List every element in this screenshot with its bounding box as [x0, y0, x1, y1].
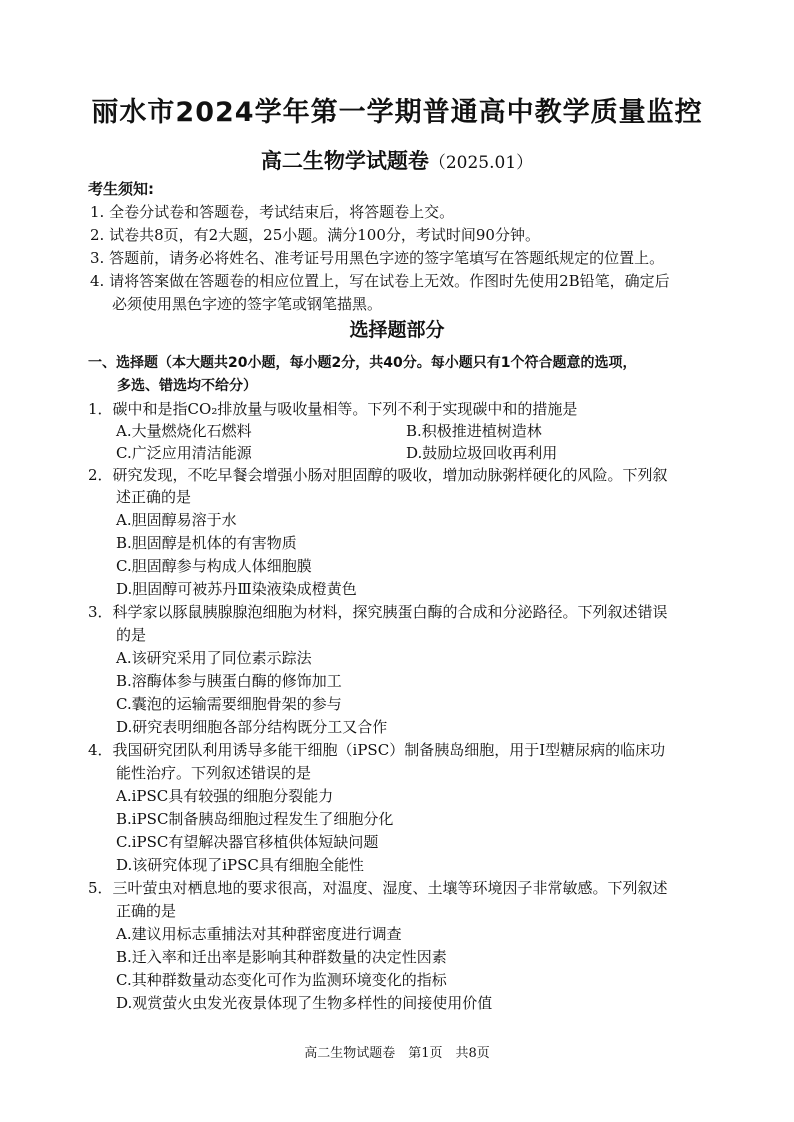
question-3-option-c: C.囊泡的运输需要细胞骨架的参与 — [116, 695, 342, 713]
question-3-stem-cont: 的是 — [116, 626, 147, 644]
question-1-option-d: D.鼓励垃圾回收再利用 — [406, 444, 558, 462]
notice-item: 4. 请将答案做在答题卷的相应位置上，写在试卷上无效。作图时先使用2B铅笔，确定后 — [90, 272, 670, 290]
question-2-option-d: D.胆固醇可被苏丹Ⅲ染液染成橙黄色 — [116, 580, 357, 598]
exam-subtitle — [0, 145, 794, 175]
subject-name: 高二生物学试题卷 — [260, 149, 429, 173]
question-4-option-a: A.iPSC具有较强的细胞分裂能力 — [116, 787, 334, 805]
page-footer: 高二生物试题卷 第1页 共8页 — [304, 1046, 490, 1061]
question-4-stem-cont: 能性治疗。下列叙述错误的是 — [116, 764, 312, 782]
question-4-option-c: C.iPSC有望解决器官移植供体短缺问题 — [116, 833, 379, 851]
section-instruction: 多选、错选均不给分） — [117, 378, 257, 394]
question-2-stem: 2．研究发现，不吃早餐会增强小肠对胆固醇的吸收，增加动脉粥样硬化的风险。下列叙 — [88, 466, 668, 484]
question-2-option-a: A.胆固醇易溶于水 — [116, 511, 237, 529]
question-2-option-b: B.胆固醇是机体的有害物质 — [116, 534, 297, 552]
notice-item: 1. 全卷分试卷和答题卷，考试结束后，将答题卷上交。 — [90, 203, 455, 221]
question-5-option-d: D.观赏萤火虫发光夜景体现了生物多样性的间接使用价值 — [116, 994, 493, 1012]
notice-item: 3. 答题前，请务必将姓名、准考证号用黑色字迹的签字笔填写在答题纸规定的位置上。 — [90, 249, 665, 267]
question-2-option-c: C.胆固醇参与构成人体细胞膜 — [116, 557, 312, 575]
question-5-stem: 5．三叶萤虫对栖息地的要求很高，对温度、湿度、土壤等环境因子非常敏感。下列叙述 — [88, 879, 668, 897]
section-title: 选择题部分 — [349, 319, 445, 341]
question-4-option-b: B.iPSC制备胰岛细胞过程发生了细胞分化 — [116, 810, 394, 828]
question-3-stem: 3．科学家以豚鼠胰腺腺泡细胞为材料，探究胰蛋白酶的合成和分泌路径。下列叙述错误 — [88, 603, 668, 621]
question-5-stem-cont: 正确的是 — [116, 902, 177, 920]
question-4-stem: 4．我国研究团队利用诱导多能干细胞（iPSC）制备胰岛细胞，用于Ⅰ型糖尿病的临床功 — [88, 741, 666, 759]
question-3-option-b: B.溶酶体参与胰蛋白酶的修饰加工 — [116, 672, 342, 690]
notice-item: 2. 试卷共8页，有2大题，25小题。满分100分，考试时间90分钟。 — [90, 226, 540, 244]
question-1-option-b: B.积极推进植树造林 — [406, 422, 542, 440]
question-5-option-b: B.迁入率和迁出率是影响其种群数量的决定性因素 — [116, 948, 447, 966]
question-1-stem: 1．碳中和是指CO₂排放量与吸收量相等。下列不利于实现碳中和的措施是 — [88, 400, 578, 418]
notice-heading: 考生须知: — [88, 180, 154, 198]
question-5-option-c: C.其种群数量动态变化可作为监测环境变化的指标 — [116, 971, 447, 989]
question-1-option-a: A.大量燃烧化石燃料 — [116, 422, 252, 440]
exam-date: （2025.01） — [428, 153, 534, 173]
question-2-stem-cont: 述正确的是 — [116, 488, 192, 506]
question-3-option-d: D.研究表明细胞各部分结构既分工又合作 — [116, 718, 388, 736]
section-instruction: 一、选择题（本大题共20小题，每小题2分，共40分。每小题只有1个符合题意的选项， — [88, 355, 637, 371]
question-3-option-a: A.该研究采用了同位素示踪法 — [116, 649, 312, 667]
question-4-option-d: D.该研究体现了iPSC具有细胞全能性 — [116, 856, 364, 874]
question-1-option-c: C.广泛应用清洁能源 — [116, 444, 252, 462]
notice-item: 必须使用黑色字迹的签字笔或钢笔描黑。 — [112, 295, 383, 313]
question-5-option-a: A.建议用标志重捕法对其种群密度进行调查 — [116, 925, 402, 943]
exam-title: 丽水市2024学年第一学期普通高中教学质量监控 — [91, 97, 703, 128]
